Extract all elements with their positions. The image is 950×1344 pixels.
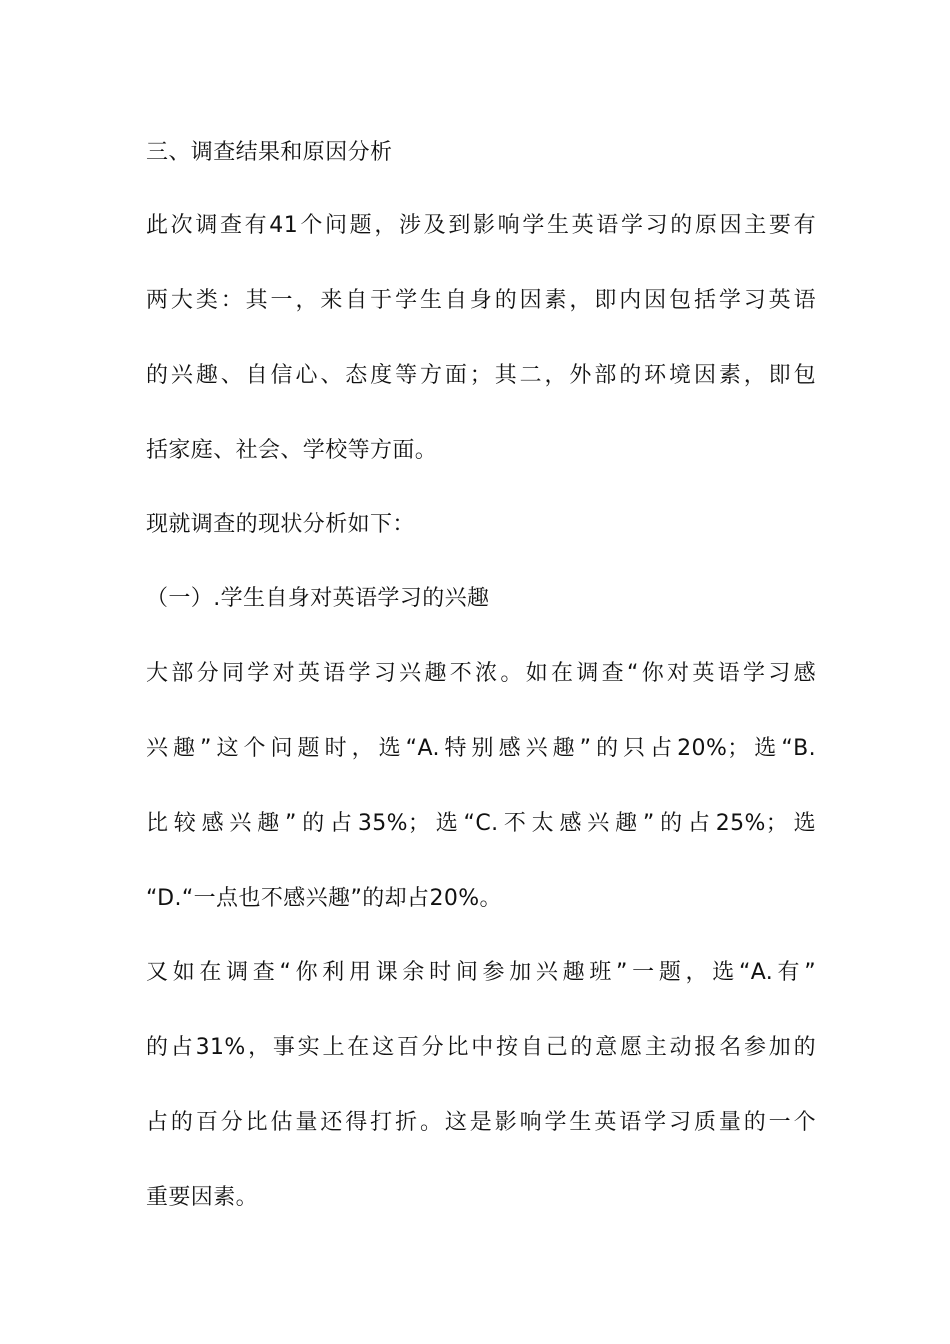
para2-line-2: 的占31%，事实上在这百分比中按自己的意愿主动报名参加的 — [146, 1035, 816, 1060]
para2-line-1: 又如在调查“你利用课余时间参加兴趣班”一题，选“A.有” — [146, 960, 816, 985]
intro-line-2: 两大类：其一，来自于学生自身的因素，即内因包括学习英语 — [146, 288, 816, 313]
section-heading: 三、调查结果和原因分析 — [146, 140, 393, 165]
intro-line-4: 括家庭、社会、学校等方面。 — [146, 438, 438, 463]
subheading: （一）.学生自身对英语学习的兴趣 — [146, 586, 490, 611]
para2-line-3: 占的百分比估量还得打折。这是影响学生英语学习质量的一个 — [146, 1110, 816, 1135]
intro-line-3: 的兴趣、自信心、态度等方面；其二，外部的环境因素，即包 — [146, 363, 816, 388]
status-intro: 现就调查的现状分析如下： — [146, 512, 415, 537]
para1-line-4: “D.“一点也不感兴趣”的却占20%。 — [146, 886, 502, 911]
para2-line-4: 重要因素。 — [146, 1185, 259, 1210]
para1-line-3: 比较感兴趣”的占35%；选“C.不太感兴趣”的占25%；选 — [146, 811, 816, 836]
para1-line-2: 兴趣”这个问题时，选“A.特别感兴趣”的只占20%；选“B. — [146, 736, 816, 761]
intro-line-1: 此次调查有41个问题，涉及到影响学生英语学习的原因主要有 — [146, 213, 816, 238]
para1-line-1: 大部分同学对英语学习兴趣不浓。如在调查“你对英语学习感 — [146, 661, 816, 686]
